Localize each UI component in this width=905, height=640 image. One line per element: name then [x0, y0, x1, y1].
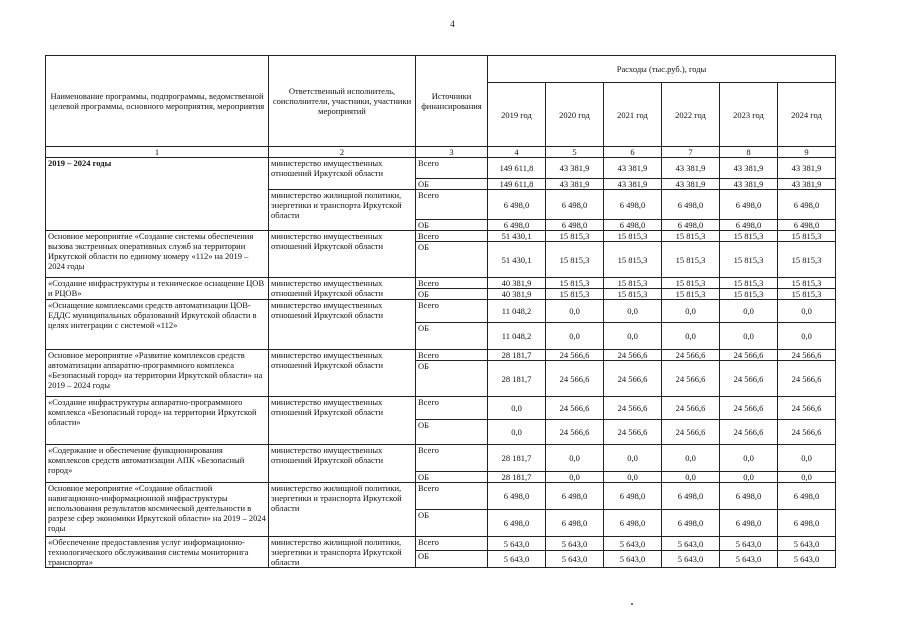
value-cell: 15 815,3 [720, 278, 778, 289]
value-cell: 0,0 [546, 300, 604, 323]
source-cell: Всего [416, 350, 488, 361]
value-cell: 5 643,0 [488, 551, 546, 568]
executor-cell: министерство имущественных отношений Иркутской области [269, 445, 416, 483]
column-index: 6 [604, 147, 662, 158]
measure-name: Основное мероприятие «Создание областной навигационно-информационной инфраструктуры использования результатов космической деятельности в разрезе сфер экономики Иркутской области» на 2019 – 2024 годы [46, 483, 269, 537]
table-row [46, 445, 836, 472]
value-cell: 15 815,3 [546, 231, 604, 242]
value-cell: 0,0 [546, 472, 604, 483]
value-cell: 24 566,6 [546, 397, 604, 420]
header-year: 2022 год [662, 83, 720, 147]
header-responsible: Ответственный исполнитель, соисполнители, участники, участники мероприятий [269, 56, 416, 147]
value-cell: 28 181,7 [488, 445, 546, 472]
value-cell: 0,0 [604, 472, 662, 483]
executor-cell: министерство имущественных отношений Иркутской области [269, 397, 416, 445]
value-cell: 5 643,0 [604, 551, 662, 568]
source-cell: Всего [416, 158, 488, 179]
value-cell: 5 643,0 [720, 551, 778, 568]
value-cell: 15 815,3 [662, 242, 720, 278]
value-cell: 15 815,3 [604, 278, 662, 289]
value-cell: 43 381,9 [720, 158, 778, 179]
value-cell: 24 566,6 [546, 350, 604, 361]
value-cell: 6 498,0 [662, 510, 720, 537]
value-cell: 149 611,8 [488, 158, 546, 179]
value-cell: 40 381,9 [488, 289, 546, 300]
measure-name: «Обеспечение предоставления услуг информационно-технологического обслуживания системы мониторинга транспорта» [46, 537, 269, 568]
value-cell: 5 643,0 [488, 537, 546, 551]
value-cell: 15 815,3 [546, 289, 604, 300]
program-period: 2019 – 2024 годы [46, 158, 269, 231]
value-cell: 15 815,3 [604, 289, 662, 300]
source-cell: Всего [416, 483, 488, 510]
header-year: 2024 год [778, 83, 836, 147]
value-cell: 6 498,0 [604, 190, 662, 220]
value-cell: 0,0 [488, 420, 546, 445]
value-cell: 6 498,0 [488, 510, 546, 537]
source-cell: Всего [416, 445, 488, 472]
budget-table [45, 55, 836, 568]
page-number: 4 [450, 19, 455, 29]
source-cell: Всего [416, 300, 488, 323]
value-cell: 24 566,6 [604, 420, 662, 445]
value-cell: 6 498,0 [546, 220, 604, 231]
value-cell: 0,0 [662, 323, 720, 350]
table-row [46, 537, 836, 551]
value-cell: 6 498,0 [546, 483, 604, 510]
value-cell: 5 643,0 [546, 551, 604, 568]
value-cell: 6 498,0 [604, 483, 662, 510]
value-cell: 24 566,6 [778, 397, 836, 420]
value-cell: 6 498,0 [720, 190, 778, 220]
value-cell: 6 498,0 [720, 510, 778, 537]
source-cell: Всего [416, 397, 488, 420]
value-cell: 6 498,0 [488, 483, 546, 510]
value-cell: 11 048,2 [488, 323, 546, 350]
value-cell: 6 498,0 [662, 483, 720, 510]
value-cell: 24 566,6 [604, 350, 662, 361]
value-cell: 5 643,0 [546, 537, 604, 551]
value-cell: 24 566,6 [546, 361, 604, 397]
value-cell: 6 498,0 [488, 190, 546, 220]
value-cell: 43 381,9 [778, 158, 836, 179]
value-cell: 6 498,0 [778, 220, 836, 231]
header-year: 2021 год [604, 83, 662, 147]
value-cell: 0,0 [778, 323, 836, 350]
table-row [46, 483, 836, 510]
source-cell: ОБ [416, 472, 488, 483]
source-cell: ОБ [416, 242, 488, 278]
measure-name: «Создание инфраструктуры аппаратно-программного комплекса «Безопасный город» на территории Иркутской области» [46, 397, 269, 445]
header-year: 2020 год [546, 83, 604, 147]
executor-cell: министерство жилищной политики, энергетики и транспорта Иркутской области [269, 483, 416, 537]
executor-cell: министерство имущественных отношений Иркутской области [269, 158, 416, 190]
source-cell: ОБ [416, 551, 488, 568]
table-row [46, 300, 836, 323]
value-cell: 0,0 [778, 445, 836, 472]
source-cell: ОБ [416, 323, 488, 350]
column-index-row [46, 147, 836, 158]
value-cell: 24 566,6 [778, 361, 836, 397]
value-cell: 0,0 [720, 323, 778, 350]
value-cell: 43 381,9 [778, 179, 836, 190]
value-cell: 15 815,3 [778, 289, 836, 300]
value-cell: 0,0 [778, 300, 836, 323]
header-year: 2023 год [720, 83, 778, 147]
source-cell: ОБ [416, 289, 488, 300]
column-index: 4 [488, 147, 546, 158]
value-cell: 15 815,3 [662, 289, 720, 300]
value-cell: 6 498,0 [604, 510, 662, 537]
column-index: 7 [662, 147, 720, 158]
value-cell: 0,0 [720, 445, 778, 472]
value-cell: 15 815,3 [662, 231, 720, 242]
value-cell: 24 566,6 [662, 350, 720, 361]
value-cell: 0,0 [662, 472, 720, 483]
value-cell: 28 181,7 [488, 472, 546, 483]
value-cell: 5 643,0 [778, 551, 836, 568]
column-index: 9 [778, 147, 836, 158]
value-cell: 5 643,0 [662, 537, 720, 551]
value-cell: 6 498,0 [778, 190, 836, 220]
value-cell: 43 381,9 [546, 158, 604, 179]
value-cell: 24 566,6 [662, 361, 720, 397]
value-cell: 6 498,0 [778, 483, 836, 510]
value-cell: 15 815,3 [720, 231, 778, 242]
source-cell: Всего [416, 231, 488, 242]
value-cell: 24 566,6 [778, 350, 836, 361]
source-cell: ОБ [416, 179, 488, 190]
executor-cell: министерство имущественных отношений Иркутской области [269, 231, 416, 278]
value-cell: 43 381,9 [662, 179, 720, 190]
value-cell: 15 815,3 [778, 242, 836, 278]
value-cell: 15 815,3 [546, 242, 604, 278]
source-cell: Всего [416, 278, 488, 289]
value-cell: 6 498,0 [720, 483, 778, 510]
value-cell: 24 566,6 [662, 420, 720, 445]
measure-name: «Содержание и обеспечение функционирования комплексов средств автоматизации АПК «Безопасный город» [46, 445, 269, 483]
value-cell: 43 381,9 [604, 179, 662, 190]
column-index: 8 [720, 147, 778, 158]
value-cell: 40 381,9 [488, 278, 546, 289]
value-cell: 5 643,0 [778, 537, 836, 551]
value-cell: 51 430,1 [488, 242, 546, 278]
value-cell: 149 611,8 [488, 179, 546, 190]
value-cell: 28 181,7 [488, 361, 546, 397]
value-cell: 0,0 [488, 397, 546, 420]
executor-cell: министерство имущественных отношений Иркутской области [269, 350, 416, 397]
value-cell: 6 498,0 [778, 510, 836, 537]
value-cell: 51 430,1 [488, 231, 546, 242]
value-cell: 6 498,0 [720, 220, 778, 231]
value-cell: 0,0 [720, 472, 778, 483]
value-cell: 15 815,3 [720, 289, 778, 300]
value-cell: 5 643,0 [604, 537, 662, 551]
value-cell: 0,0 [720, 300, 778, 323]
measure-name: «Оснащение комплексами средств автоматизации ЦОВ-ЕДДС муниципальных образований Иркутской области в целях интеграции с системой «112» [46, 300, 269, 350]
value-cell: 24 566,6 [778, 420, 836, 445]
value-cell: 24 566,6 [604, 361, 662, 397]
value-cell: 15 815,3 [778, 278, 836, 289]
value-cell: 43 381,9 [604, 158, 662, 179]
value-cell: 15 815,3 [662, 278, 720, 289]
value-cell: 24 566,6 [662, 397, 720, 420]
column-index: 1 [46, 147, 269, 158]
value-cell: 43 381,9 [546, 179, 604, 190]
value-cell: 6 498,0 [546, 190, 604, 220]
value-cell: 0,0 [546, 323, 604, 350]
executor-cell: министерство имущественных отношений Иркутской области [269, 278, 416, 300]
source-cell: Всего [416, 537, 488, 551]
source-cell: Всего [416, 190, 488, 220]
value-cell: 6 498,0 [546, 510, 604, 537]
value-cell: 15 815,3 [604, 242, 662, 278]
header-year: 2019 год [488, 83, 546, 147]
source-cell: ОБ [416, 510, 488, 537]
value-cell: 0,0 [546, 445, 604, 472]
scan-speck [631, 603, 633, 605]
value-cell: 24 566,6 [720, 361, 778, 397]
header-expenses: Расходы (тыс.руб.), годы [488, 56, 836, 83]
value-cell: 6 498,0 [488, 220, 546, 231]
value-cell: 15 815,3 [604, 231, 662, 242]
header-sources: Источники финансирования [416, 56, 488, 147]
value-cell: 0,0 [778, 472, 836, 483]
value-cell: 24 566,6 [720, 350, 778, 361]
executor-cell: министерство жилищной политики, энергетики и транспорта Иркутской области [269, 537, 416, 568]
column-index: 5 [546, 147, 604, 158]
table-row [46, 350, 836, 361]
table-row [46, 158, 836, 179]
value-cell: 6 498,0 [662, 220, 720, 231]
value-cell: 0,0 [662, 300, 720, 323]
source-cell: ОБ [416, 361, 488, 397]
value-cell: 43 381,9 [662, 158, 720, 179]
header-name: Наименование программы, подпрограммы, ведомственной целевой программы, основного мероприятия, мероприятия [46, 56, 269, 147]
executor-cell: министерство жилищной политики, энергетики и транспорта Иркутской области [269, 190, 416, 231]
executor-cell: министерство имущественных отношений Иркутской области [269, 300, 416, 350]
value-cell: 5 643,0 [662, 551, 720, 568]
value-cell: 5 643,0 [720, 537, 778, 551]
value-cell: 43 381,9 [720, 179, 778, 190]
value-cell: 0,0 [662, 445, 720, 472]
value-cell: 11 048,2 [488, 300, 546, 323]
measure-name: «Создание инфраструктуры и техническое оснащение ЦОВ и РЦОВ» [46, 278, 269, 300]
value-cell: 0,0 [604, 323, 662, 350]
source-cell: ОБ [416, 220, 488, 231]
value-cell: 0,0 [604, 300, 662, 323]
value-cell: 6 498,0 [604, 220, 662, 231]
value-cell: 28 181,7 [488, 350, 546, 361]
table-row [46, 397, 836, 420]
value-cell: 24 566,6 [720, 397, 778, 420]
value-cell: 15 815,3 [720, 242, 778, 278]
column-index: 3 [416, 147, 488, 158]
source-cell: ОБ [416, 420, 488, 445]
value-cell: 15 815,3 [778, 231, 836, 242]
value-cell: 6 498,0 [662, 190, 720, 220]
table-row [46, 278, 836, 289]
measure-name: Основное мероприятие «Создание системы обеспечения вызова экстренных оперативных служб на территории Иркутской области по единому номеру «112» на 2019 – 2024 годы [46, 231, 269, 278]
value-cell: 0,0 [604, 445, 662, 472]
column-index: 2 [269, 147, 416, 158]
table-row [46, 231, 836, 242]
value-cell: 15 815,3 [546, 278, 604, 289]
value-cell: 24 566,6 [604, 397, 662, 420]
value-cell: 24 566,6 [546, 420, 604, 445]
measure-name: Основное мероприятие «Развитие комплексов средств автоматизации аппаратно-программного комплекса «Безопасный город» на территории Иркутской области» на 2019 – 2024 годы [46, 350, 269, 397]
value-cell: 24 566,6 [720, 420, 778, 445]
